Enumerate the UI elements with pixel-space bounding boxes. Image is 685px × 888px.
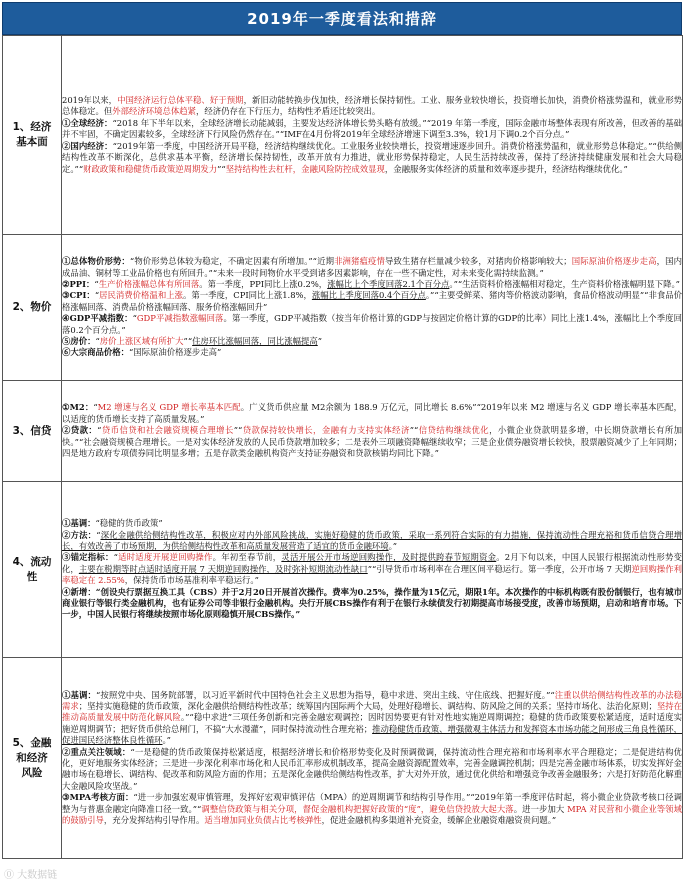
- row-content: [62, 36, 683, 235]
- highlighted-text: ①M2：: [62, 402, 94, 413]
- text-segment: 。2月下旬以来，中国人民银行根据流动性形势变化，: [62, 552, 682, 574]
- row-content: [62, 235, 683, 381]
- highlighted-text: GDP平减指数涨幅回落: [136, 313, 224, 324]
- text-segment: “2018 年下半年以来，全球经济增长动能减弱，主要发达经济体增长势头略有放缓。”“2019 年第一季度，国际金融市场整体表现有所改善，但改善的基础并不牢固，不确定因素较多，全球经济下行风险仍然存在。”“IMF在4月份将2019年全球经济增速下调至3.3%，较1月下调0.2个百分点。”: [62, 117, 682, 140]
- row-label-line: 3、信贷: [12, 424, 52, 437]
- text-segment: ，促进金融机构多渠道补充资金，缓解企业融资难融资贵问题。”: [321, 815, 557, 826]
- row-label: [3, 381, 62, 482]
- highlighted-text: ④新增：“创设央行票据互换工具（CBS）并于2月20日开展首次操作。费率为0.25%，操作量为15亿元，期限1年。本次操作的中标机构既有股份制银行，也有城市商业银行等银行类金融机构，也有证券公司等非银行金融机构。央行开展CBS操作有利于在银行永续债发行初期提高市场接受度，改善市场预期，启动和培育市场。下一步，中国人民银行将继续按照市场化原则稳慎开展CBS操作。”: [62, 586, 682, 620]
- paragraph: [62, 747, 682, 793]
- row-label: [3, 36, 62, 235]
- highlighted-text: 涨幅比上季度回落0.4个百分点: [311, 290, 426, 301]
- highlighted-text: ①全球经济：: [62, 117, 113, 128]
- text-segment: ，新旧动能转换步伐加快，经济增长保持韧性。工业、服务业较快增长，投资增长加快，消费价格涨势温和，就业形势总体稳定。但: [62, 95, 682, 117]
- highlighted-text: 财政政策和稳健货币政策逆周期发力: [83, 163, 218, 174]
- text-segment: ，保持货币市场基准利率平稳运行。”: [124, 575, 259, 586]
- text-segment: 。进一步加大: [513, 803, 568, 814]
- highlighted-text: 逆回购操作利率稳定在 2.55%: [62, 563, 682, 586]
- highlighted-text: 非洲猪瘟疫情: [334, 256, 385, 267]
- highlighted-text: ⑤房价：: [62, 336, 96, 347]
- paragraph: [62, 552, 682, 586]
- table-row: [3, 482, 683, 658]
- row-label-line: 风险: [21, 766, 43, 779]
- highlighted-text: 住房环比涨幅回落，同比涨幅提高: [192, 336, 318, 347]
- text-segment: 2019年以来，: [62, 95, 118, 106]
- text-segment: ，金融服务实体经济的质量和效率逐步提升，经济结构继续优化。”: [384, 163, 628, 174]
- highlighted-text: 信贷结构继续优化: [418, 425, 490, 436]
- row-label-line: 性: [26, 570, 38, 583]
- paragraph: [62, 95, 682, 118]
- highlighted-text: ④GDP平减指数：: [62, 313, 133, 324]
- text-segment: “2019年第一季度，中国经济开局平稳，经济结构继续优化。工业服务业较快增长，投资增速逐步回升。消费价格涨势温和，就业形势总体稳定。”“供给侧结构性改革不断深化，总供求基本平衡，经济增长保持韧性，改革开放有力推进，就业形势保持稳定，人民生活持续改善，保持了经济持续健康发展和社会大局稳定。”“: [62, 140, 682, 174]
- text-segment: “: [96, 529, 101, 540]
- highlighted-text: ③CPI：: [62, 290, 95, 301]
- text-segment: 。”“稳中求进”三项任务创新和完善金融宏观调控；因时因势要更有针对性地实施逆周期调控；稳健的货币政策要松紧适度，适时适度实施逆周期调节；把好货币供给总闸门，不搞“大水漫灌”，同时保持流动性合理充裕；: [62, 712, 682, 734]
- text-segment: “按照党中央、国务院部署，以习近平新时代中国特色社会主义思想为指导，稳中求进、突出主线、守住底线、把握好度。”“: [95, 689, 555, 700]
- text-segment: “: [94, 290, 100, 301]
- text-segment: ”“: [217, 163, 226, 174]
- text-segment: ”: [317, 336, 323, 347]
- text-segment: 。第一季度，GDP平减指数（按当年价格计算的GDP与按固定价格计算的GDP的比率）同比上涨1.4%，涨幅比上个季度回落0.2个百分点。”: [62, 313, 682, 335]
- text-segment: “物价形势总体较为稳定，不确定因素有所增加。”“近期: [129, 256, 335, 267]
- text-segment: ；坚持实施稳健的货币政策，深化金融供给侧结构性改革；统筹国内国际两个大局，处理好稳增长、调结构、防风险之间的关系；坚持市场化、法治化原则；: [78, 700, 657, 711]
- highlighted-text: 生产价格涨幅总体有所回落: [98, 278, 200, 289]
- row-content: [62, 658, 683, 859]
- highlighted-text: 坚持在推动高质量发展中防范化解风险: [62, 700, 683, 723]
- row-label: [3, 658, 62, 859]
- highlighted-text: ①基调：: [62, 689, 96, 700]
- text-segment: 导致生猪存栏量减少较多，对猪肉价格影响较大；: [385, 256, 572, 267]
- highlighted-text: ⑥大宗商品价格：: [62, 347, 129, 358]
- table-row: [3, 235, 683, 381]
- paragraph: [62, 256, 682, 279]
- text-segment: “: [93, 402, 98, 413]
- paragraph: [62, 141, 682, 175]
- paragraph: [62, 118, 682, 141]
- text-segment: “: [113, 552, 118, 563]
- text-segment: ”“: [183, 336, 193, 347]
- paragraph: [62, 530, 682, 553]
- text-segment: 。第一季度，CPI同比上涨1.8%，: [182, 290, 312, 301]
- table-row: [3, 658, 683, 859]
- highlighted-text: 适当增加同业负债占比考核弹性: [204, 815, 322, 826]
- highlighted-text: 国际原油价格逐步走高: [571, 256, 657, 267]
- row-content: [62, 482, 683, 658]
- text-segment: 。”“生活资料价格涨幅相对稳定，生产资料价格涨幅明显下降。”: [449, 278, 680, 289]
- highlighted-text: ①总体物价形势：: [62, 256, 130, 267]
- highlighted-text: ③锚定指标：: [62, 552, 114, 563]
- text-segment: “: [94, 278, 99, 289]
- row-label: [3, 482, 62, 658]
- table-row: [3, 381, 683, 482]
- paragraph: [62, 690, 682, 747]
- row-label-line: 1、经济: [12, 121, 52, 133]
- paragraph: [62, 313, 682, 336]
- highlighted-text: MPA 对民营和小微企业等领域的鼓励引导: [62, 803, 682, 826]
- highlighted-text: 外部经济环境总体趋紧: [112, 106, 196, 117]
- highlighted-text: ②重点关注领域：: [62, 746, 131, 757]
- paragraph: [62, 290, 682, 313]
- paragraph: [62, 425, 682, 459]
- highlighted-text: ①基调：: [62, 518, 96, 529]
- row-label-line: 和经济: [16, 751, 48, 764]
- highlighted-text: 注重以供给侧结构性改革的办法稳需求: [62, 689, 683, 711]
- row-label-line: 5、金融: [12, 736, 52, 749]
- text-segment: “: [95, 336, 100, 347]
- highlighted-text: M2 增速与名义 GDP 增长率基本匹配: [97, 402, 241, 413]
- highlighted-text: 居民消费价格温和上涨: [99, 290, 183, 301]
- page-title: 2019年一季度看法和措辞: [2, 2, 682, 35]
- text-segment: ”“: [233, 425, 243, 436]
- text-segment: “: [97, 425, 102, 436]
- paragraph: [62, 402, 682, 425]
- highlighted-text: 房价上涨区域有所扩大: [99, 336, 184, 347]
- text-segment: 。第一季度，PPI同比上涨0.2%，: [199, 278, 328, 289]
- paragraph: [62, 279, 682, 290]
- table-row: [3, 36, 683, 235]
- row-content: [62, 381, 683, 482]
- highlighted-text: 调整信贷政策与相关分项，督促金融机构把握好政策的“度”，避免信贷投放大起大落: [201, 803, 514, 814]
- row-label-line: 2、物价: [12, 301, 52, 313]
- paragraph: [62, 792, 682, 826]
- highlighted-text: 灵活开展公开市场逆回购操作，及时提供跨春节短期资金: [281, 552, 497, 563]
- highlighted-text: 推动稳健货币政策、增强微观主体活力和发挥资本市场功能之间形成三角良性循环，促进国民经济整体良性循环: [62, 723, 682, 746]
- text-segment: 。”: [388, 540, 398, 551]
- text-segment: 。”: [162, 735, 171, 746]
- highlighted-text: ②贷款：: [62, 425, 98, 436]
- highlighted-text: 深化金融供给侧结构性改革，积极应对内外部风险挑战，实施好稳健的货币政策，采取一系列符合实际的有力措施，保持流动性合理充裕和货币信贷合理增长，有效改善了市场预期，为供给侧结构性改革和高质量发展营造了适宜的货币金融环境: [62, 529, 683, 551]
- text-segment: “国际原油价格逐步走高”: [129, 347, 222, 358]
- text-segment: 。广义货币供应量 M2余额为 188.9 万亿元，同比增长 8.6%”“2019年以来 M2 增速与名义 GDP 增长率基本匹配，以适度的货币增长支持了高质量发展。”: [62, 402, 682, 424]
- highlighted-text: 贷币信贷和社会融资规模合理增长: [101, 425, 234, 436]
- highlighted-text: 贷款保持较快增长，金融有力支持实体经济: [242, 425, 410, 436]
- highlighted-text: 坚持结构性去杠杆，金融风险防控成效显现: [225, 163, 385, 174]
- paragraph: [62, 587, 682, 621]
- highlighted-text: 涨幅比上个季度回落2.1个百分点: [327, 278, 450, 289]
- text-segment: “: [132, 313, 137, 324]
- text-segment: ，小微企业贷款明显多增，中长期贷款增长有所加快。”“社会融资规模合理增长。一是对实体经济发放的人民币贷款增加较多；二是表外三项融资降幅继续收窄；三是企业债券融资增长较快，股票融资减少了上年同期；四是地方政府专项债券同比明显多增；五是存款类金融机构资产支持证券融资和贷款核销均同比下降。”: [62, 425, 683, 459]
- text-segment: ，经济仍存在下行压力，结构性矛盾还比较突出。: [196, 106, 381, 117]
- highlighted-text: 主要在税期等时点适时适度开展 7 天期逆回购操作，及时弥补短期流动性缺口: [78, 563, 368, 574]
- row-label-line: 4、流动: [12, 555, 52, 568]
- highlighted-text: 适时适度开展逆回购操作: [117, 552, 213, 563]
- text-segment: ”“: [409, 425, 419, 436]
- highlighted-text: ②方法：: [62, 529, 97, 540]
- paragraph: [62, 518, 682, 529]
- text-segment: 。”“主要受鲜菜、猪肉等价格波动影响，食品价格波动明显”“非食品价格涨幅回落、消费品价格涨幅回落、服务价格涨幅回升”: [62, 290, 682, 312]
- row-label-line: 基本面: [16, 136, 48, 148]
- paragraph: [62, 347, 682, 358]
- text-segment: 。年初至春节前，: [212, 552, 282, 563]
- paragraph: [62, 336, 682, 347]
- text-segment: ”“引导货币市场利率在合理区间平稳运行。第一季度，公开市场 7 天期: [367, 563, 632, 574]
- text-segment: “稳健的货币政策”: [95, 518, 163, 529]
- text-segment: ，充分发挥结构引导作用。: [103, 815, 205, 826]
- highlighted-text: ②PPI：: [62, 278, 95, 289]
- watermark-text: ⓪ 大数据链: [4, 870, 58, 881]
- text-segment: “进一步加强宏观审慎管理，发挥好宏观审慎评估（MPA）的逆周期调节和结构引导作用。”“2019年第一季度评估时起，将小微企业贷款考核口径调整为与普惠金融定向降准口径一致。”“: [62, 792, 682, 814]
- highlighted-text: 中国经济运行总体平稳、好于预期: [117, 95, 244, 106]
- highlighted-text: ②国内经济：: [62, 140, 113, 151]
- row-label: [3, 235, 62, 381]
- summary-table: [2, 35, 683, 859]
- highlighted-text: ③MPA考核方面：: [62, 792, 134, 803]
- text-segment: “一是稳健的货币政策保持松紧适度，根据经济增长和价格形势变化及时预调微调，保持流动性合理充裕和市场利率水平合理稳定；二是促进结构优化，更好地服务实体经济；三是进一步深化利率市场化和人民币汇率形成机制改革，提高金融资源配置效率，完善金融调控机制；四是完善金融市场体系，切实发挥好金融市场在稳增长、调结构、促改革和防风险方面的作用；五是深化金融供给侧结构性改革，扩大对外开放，通过优化供给和增强竞争改善金融服务；六是打好防范化解重大金融风险攻坚战。”: [62, 746, 683, 791]
- text-segment: ，国内成品油、铜材等工业品价格也有所回升。”“未来一段时间物价水平受到诸多因素影响，存在一些不确定性，对未来变化需持续监测。”: [62, 256, 683, 278]
